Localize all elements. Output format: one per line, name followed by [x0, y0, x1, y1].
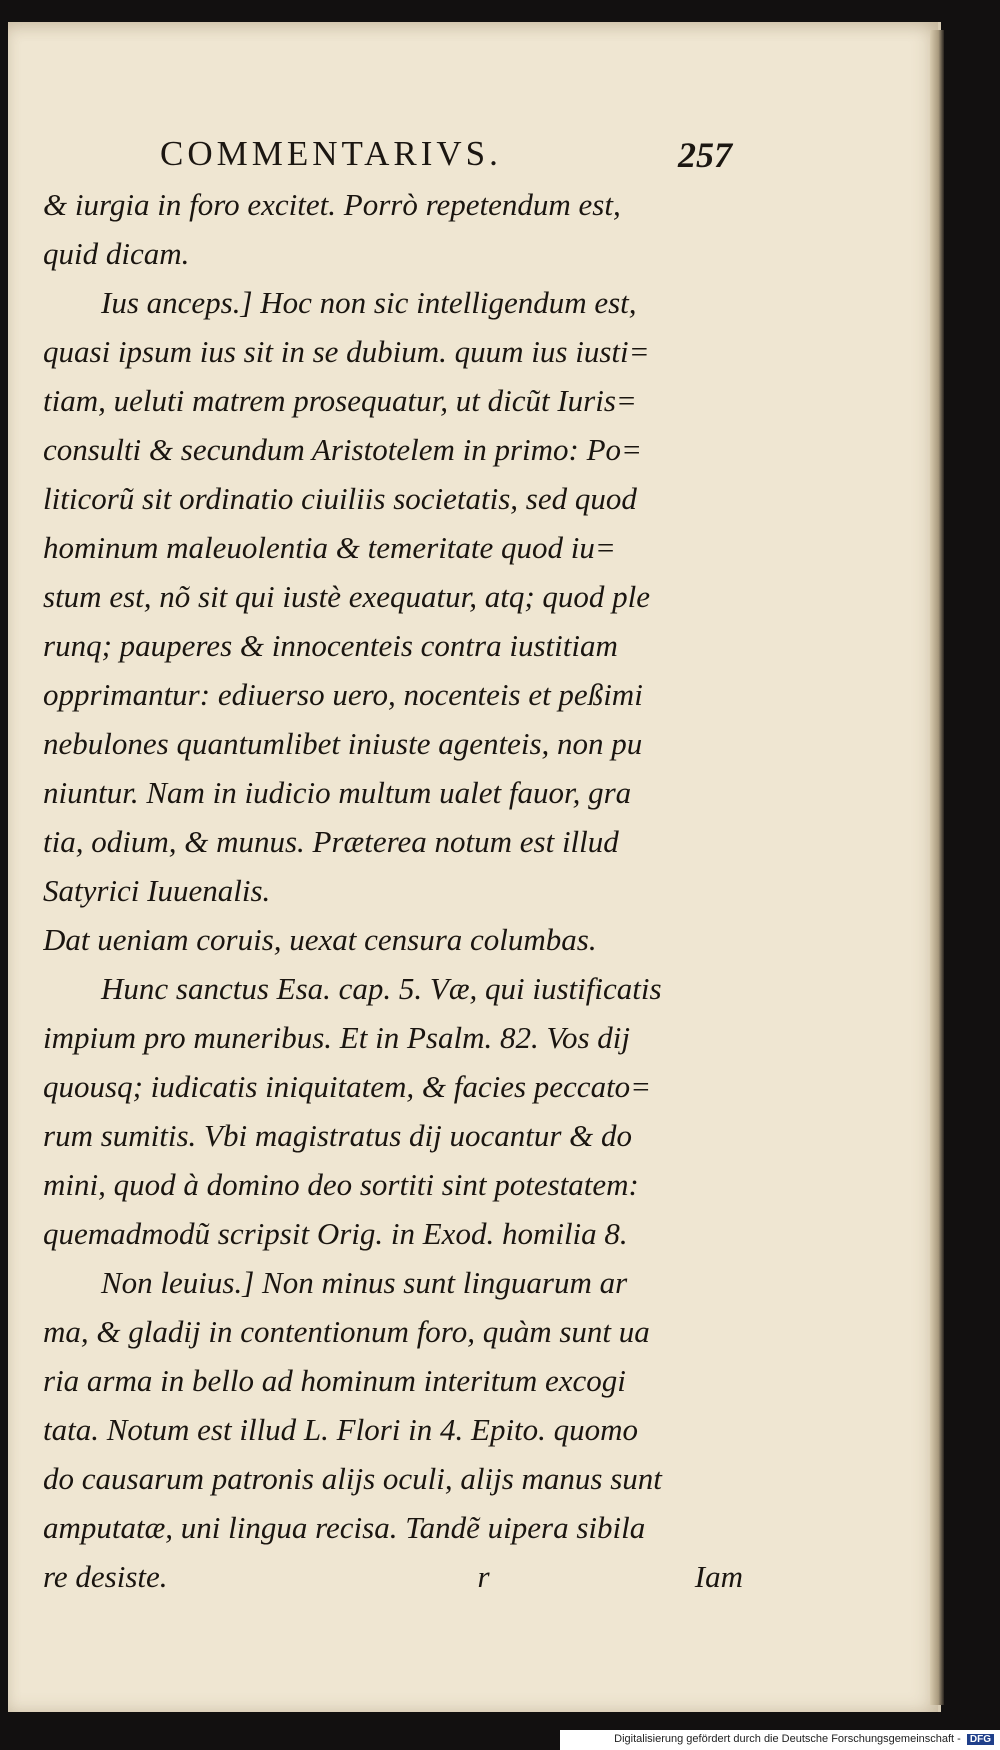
- text-line: niuntur. Nam in iudicio multum ualet fauor, gra: [43, 775, 632, 810]
- text-line: Satyrici Iuuenalis.: [43, 873, 271, 908]
- text-line: nebulones quantumlibet iniuste agenteis, non pu: [43, 726, 643, 761]
- text-line: quid dicam.: [43, 236, 190, 271]
- text-line: impium pro muneribus. Et in Psalm. 82. Vos dij: [43, 1020, 631, 1055]
- text-line: liticorũ sit ordinatio ciuiliis societatis, sed quod: [43, 481, 637, 516]
- text-line: amputatæ, uni lingua recisa. Tandẽ uipera sibila: [43, 1510, 646, 1545]
- footer-credit: Digitalisierung gefördert durch die Deutsche Forschungsgemeinschaft -: [614, 1733, 961, 1745]
- text-line: ma, & gladij in contentionum foro, quàm sunt ua: [43, 1314, 650, 1349]
- text-line: Hunc sanctus Esa. cap. 5. Væ, qui iustificatis: [101, 971, 662, 1006]
- text-line: rum sumitis. Vbi magistratus dij uocantur & do: [43, 1118, 633, 1153]
- text-line: tia, odium, & munus. Præterea notum est illud: [43, 824, 619, 859]
- page-edge: [930, 30, 944, 1705]
- digitization-footer: [560, 1730, 1000, 1750]
- signature-mark: r: [477, 1559, 490, 1594]
- text-line: Ius anceps.] Hoc non sic intelligendum est,: [101, 285, 637, 320]
- text-line: runq; pauperes & innocenteis contra iustitiam: [43, 628, 618, 663]
- footer-text-wrap: [614, 1733, 994, 1745]
- text-line: do causarum patronis alijs oculi, alijs manus sunt: [43, 1461, 662, 1496]
- text-body: [43, 180, 743, 1601]
- page-header: [8, 104, 743, 175]
- text-line: quasi ipsum ius sit in se dubium. quum ius iusti=: [43, 334, 650, 369]
- text-line: tiam, ueluti matrem prosequatur, ut dicũt Iuris=: [43, 383, 637, 418]
- text-line: stum est, nõ sit qui iustè exequatur, atq; quod ple: [43, 579, 651, 614]
- last-line-text: re desiste.: [43, 1559, 168, 1594]
- last-line: [43, 1552, 743, 1601]
- text-line: quemadmodũ scripsit Orig. in Exod. homilia 8.: [43, 1216, 628, 1251]
- text-line: mini, quod à domino deo sortiti sint potestatem:: [43, 1167, 639, 1202]
- text-line: Dat ueniam coruis, uexat censura columbas.: [43, 922, 597, 957]
- text-line: Non leuius.] Non minus sunt linguarum ar: [101, 1265, 628, 1300]
- text-line: opprimantur: ediuerso uero, nocenteis et peßimi: [43, 677, 643, 712]
- text-line: & iurgia in foro excitet. Porrò repetendum est,: [43, 187, 621, 222]
- text-line: tata. Notum est illud L. Flori in 4. Epito. quomo: [43, 1412, 639, 1447]
- page-number: 257: [678, 135, 732, 175]
- catchword: Iam: [694, 1559, 743, 1594]
- text-line: hominum maleuolentia & temeritate quod iu=: [43, 530, 616, 565]
- running-head: COMMENTARIVS.: [160, 134, 502, 173]
- book-page: [8, 22, 941, 1712]
- text-line: consulti & secundum Aristotelem in primo: Po=: [43, 432, 642, 467]
- text-line: ria arma in bello ad hominum interitum excogi: [43, 1363, 626, 1398]
- text-line: quousq; iudicatis iniquitatem, & facies peccato=: [43, 1069, 652, 1104]
- dfg-logo: DFG: [967, 1734, 994, 1745]
